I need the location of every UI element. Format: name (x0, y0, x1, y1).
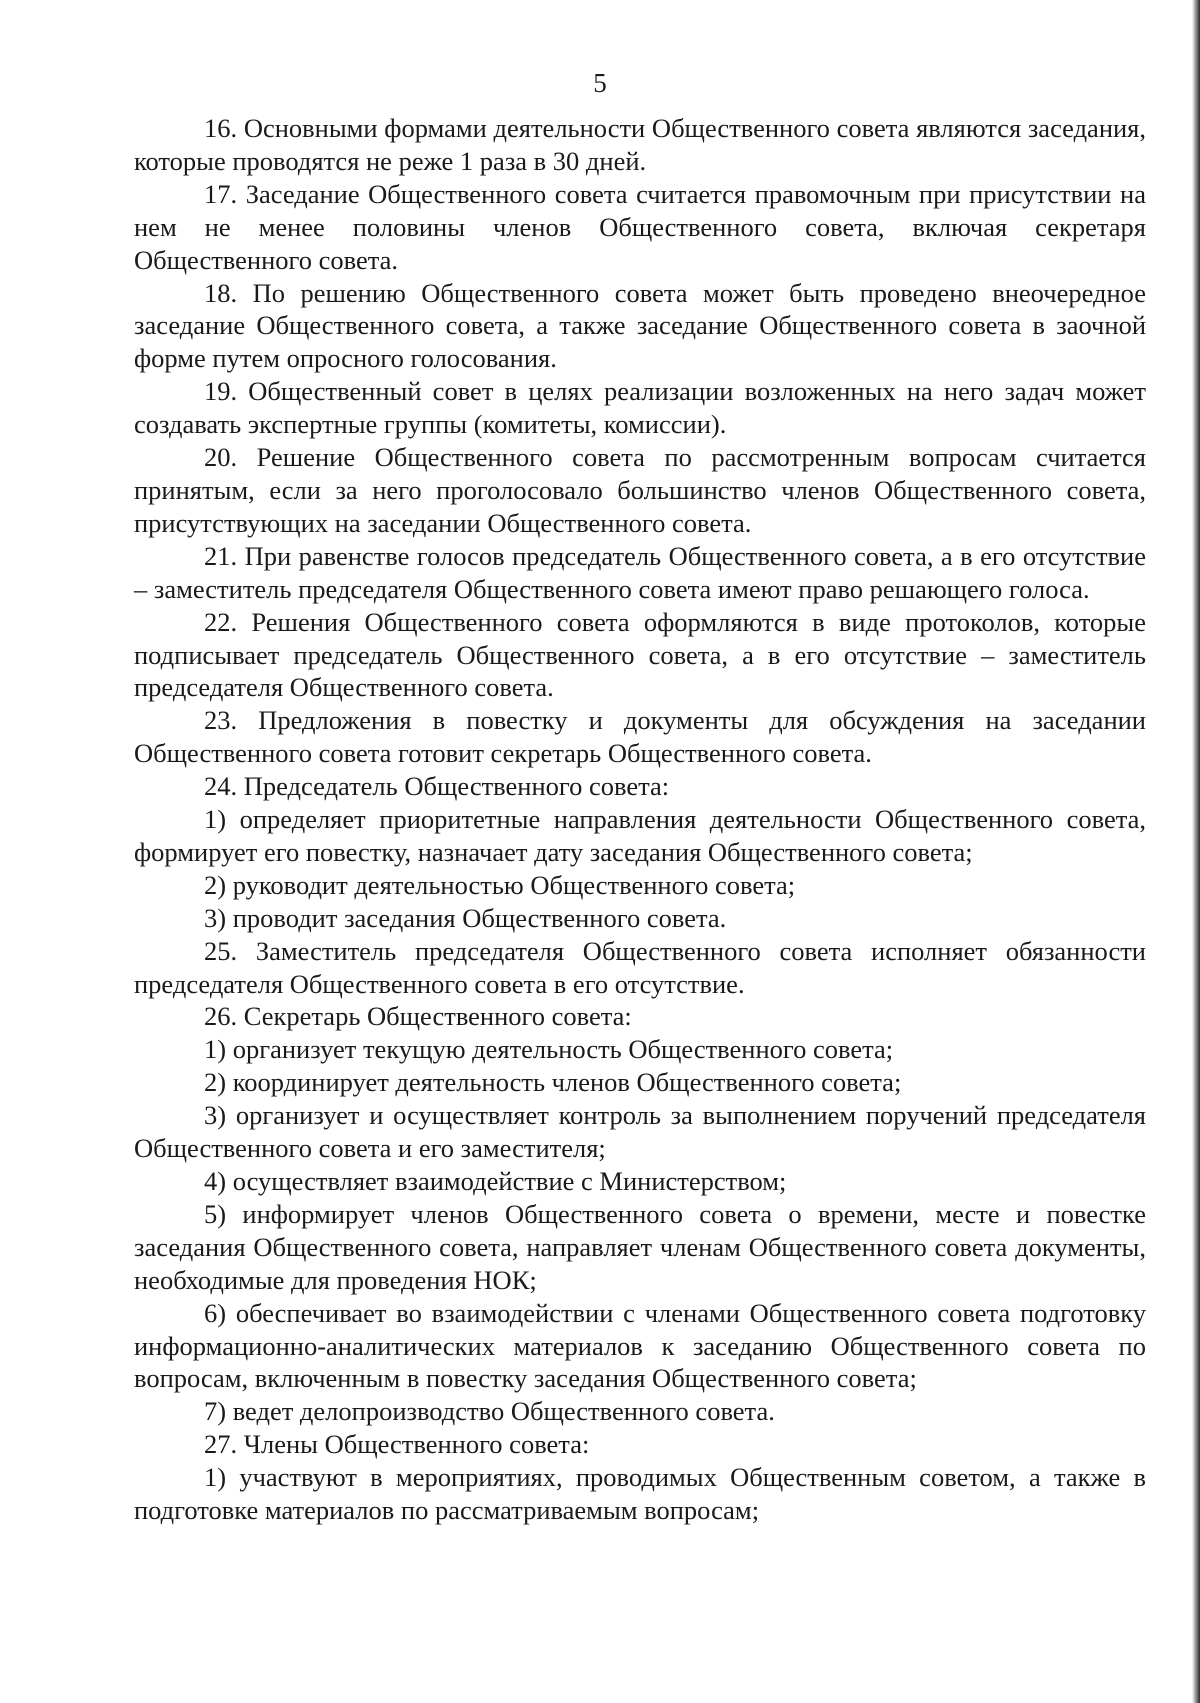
paragraph-26-item-4: 4) осуществляет взаимодействие с Министерством; (204, 1166, 787, 1196)
page-number: 5 (593, 68, 607, 98)
paragraph-17: 17. Заседание Общественного совета считается правомочным при присутствии на нем не менее половины членов Общественного совета, включая секретаря Общественного совета. (134, 178, 1146, 275)
paragraph-26-item-6: 6) обеспечивает во взаимодействии с членами Общественного совета подготовку информационно-аналитических материалов к заседанию Общественного совета по вопросам, включенным в повестку заседания Общественного совета; (134, 1297, 1146, 1394)
paragraph-20: 20. Решение Общественного совета по рассмотренным вопросам считается принятым, если за него проголосовало большинство членов Общественного совета, присутствующих на заседании Общественного совета. (134, 442, 1146, 538)
paragraph-24-item-3: 3) проводит заседания Общественного совета. (204, 902, 727, 933)
paragraph-26-item-1: 1) организует текущую деятельность Общественного совета; (204, 1034, 894, 1065)
paragraph-19: 19. Общественный совет в целях реализации возложенных на него задач может создавать экспертные группы (комитеты, комиссии). (134, 376, 1146, 440)
paragraph-26-item-3: 3) организует и осуществляет контроль за выполнением поручений председателя Общественного совета и его заместителя; (134, 1100, 1146, 1164)
paragraph-24-heading: 24. Председатель Общественного совета: (204, 771, 670, 802)
paragraph-24-item-2: 2) руководит деятельностью Общественного совета; (204, 869, 796, 900)
paragraph-25: 25. Заместитель председателя Общественного совета исполняет обязанности председателя Общественного совета в его отсутствие. (134, 935, 1146, 999)
paragraph-27-item-1: 1) участвуют в мероприятиях, проводимых Общественным советом, а также в подготовке материалов по рассматриваемым вопросам; (134, 1462, 1146, 1526)
paragraph-22: 22. Решения Общественного совета оформляются в виде протоколов, которые подписывает председатель Общественного совета, а в его отсутствие – заместитель председателя Общественного совета. (134, 606, 1146, 703)
paragraph-27-heading: 27. Члены Общественного совета: (204, 1429, 590, 1460)
paragraph-21: 21. При равенстве голосов председатель Общественного совета, а в его отсутствие – заместитель председателя Общественного совета имеют право решающего голоса. (134, 540, 1146, 604)
paragraph-18: 18. По решению Общественного совета может быть проведено внеочередное заседание Общественного совета, а также заседание Общественного совета в заочной форме путем опросного голосования. (134, 277, 1146, 374)
paragraph-24-item-1: 1) определяет приоритетные направления деятельности Общественного совета, формирует его повестку, назначает дату заседания Общественного совета; (134, 804, 1146, 867)
scan-edge-shadow (1192, 0, 1200, 1703)
document-body (134, 112, 1146, 1527)
paragraph-16: 16. Основными формами деятельности Общественного совета являются заседания, которые проводятся не реже 1 раза в 30 дней. (134, 113, 1146, 176)
paragraph-26-item-5: 5) информирует членов Общественного совета о времени, месте и повестке заседания Общественного совета, направляет членам Общественного совета документы, необходимые для проведения НОК; (134, 1198, 1146, 1295)
paragraph-26-item-7: 7) ведет делопроизводство Общественного совета. (204, 1396, 775, 1427)
paragraph-26-item-2: 2) координирует деятельность членов Общественного совета; (204, 1067, 902, 1098)
paragraph-23: 23. Предложения в повестку и документы для обсуждения на заседании Общественного совета готовит секретарь Общественного совета. (134, 705, 1146, 769)
paragraph-26-heading: 26. Секретарь Общественного совета: (204, 1001, 632, 1032)
